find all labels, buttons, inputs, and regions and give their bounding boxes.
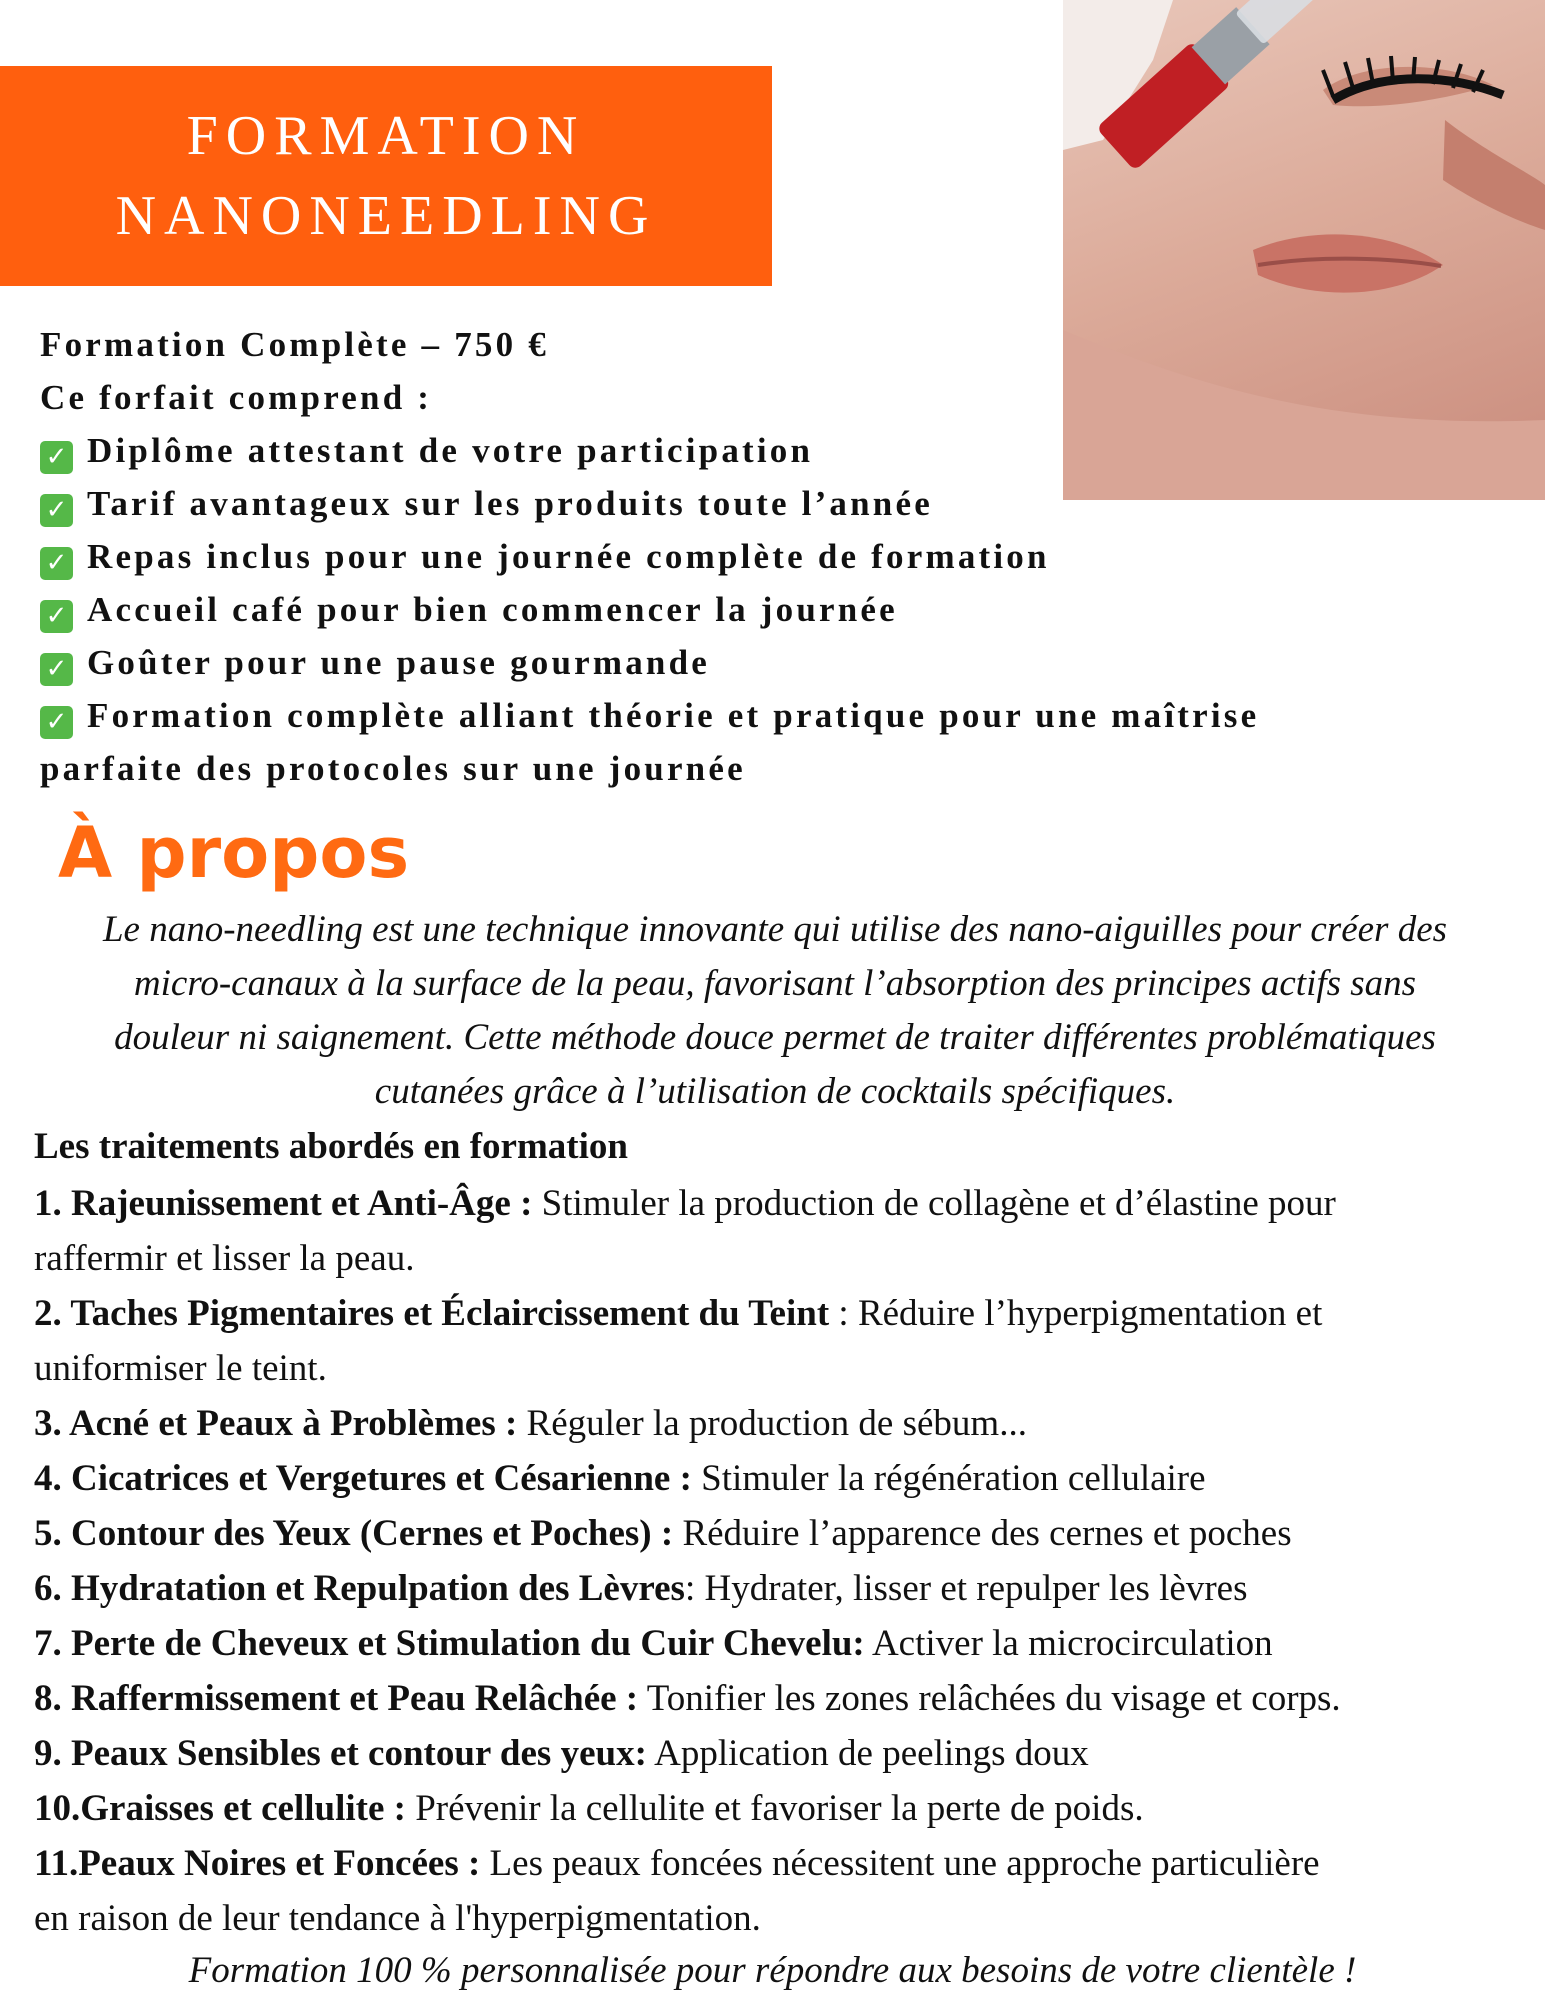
intro-line: douleur ni saignement. Cette méthode douce permet de traiter différentes problématiques (114, 1017, 1436, 1058)
title-line-1: FORMATION (186, 105, 586, 167)
treatment-label: 10.Graisses et cellulite : (34, 1788, 406, 1829)
treatment-item (34, 1561, 1524, 1616)
package-item: ✓ Goûter pour une pause gourmande (40, 636, 1500, 689)
check-box-icon: ✓ (40, 547, 73, 580)
package-item: ✓ Diplôme attestant de votre participation (40, 424, 1500, 477)
treatment-label: 9. Peaux Sensibles et contour des yeux: (34, 1733, 647, 1774)
check-box-icon: ✓ (40, 653, 73, 686)
intro-line: cutanées grâce à l’utilisation de cocktails spécifiques. (374, 1071, 1176, 1112)
treatment-label: 8. Raffermissement et Peau Relâchée : (34, 1678, 639, 1719)
check-box-icon: ✓ (40, 600, 73, 633)
title-banner (0, 66, 772, 286)
treatment-text: Application de peelings doux (646, 1733, 1089, 1774)
intro-line: Le nano-needling est une technique innovante qui utilise des nano-aiguilles pour créer des (102, 909, 1448, 950)
package-section (40, 318, 1500, 795)
treatment-item (34, 1396, 1524, 1451)
treatment-item (34, 1836, 1524, 1891)
about-heading: À propos (58, 812, 410, 894)
price-line: Formation Complète – 750 € (40, 325, 549, 364)
treatment-label: 1. Rajeunissement et Anti-Âge : (34, 1183, 533, 1224)
footer-note: Formation 100 % personnalisée pour répondre aux besoins de votre clientèle ! (188, 1950, 1357, 1991)
includes-label: Ce forfait comprend : (40, 378, 433, 417)
treatments-list (34, 1176, 1524, 1946)
treatment-label: 6. Hydratation et Repulpation des Lèvres (34, 1568, 685, 1609)
treatment-continuation: uniformiser le teint. (34, 1348, 327, 1389)
treatment-text: Réduire l’apparence des cernes et poches (673, 1513, 1292, 1554)
treatment-label: 2. Taches Pigmentaires et Éclaircissement du Teint (34, 1293, 830, 1334)
treatment-label: 11.Peaux Noires et Foncées : (34, 1843, 481, 1884)
check-box-icon: ✓ (40, 494, 73, 527)
treatment-item (34, 1726, 1524, 1781)
treatment-text: : Réduire l’hyperpigmentation et (829, 1293, 1323, 1334)
about-intro (30, 903, 1520, 1119)
treatment-text: Réguler la production de sébum... (517, 1403, 1027, 1444)
treatments-title: Les traitements abordés en formation (34, 1126, 628, 1167)
treatment-item (34, 1671, 1524, 1726)
treatment-item (34, 1286, 1524, 1341)
treatment-text: Stimuler la production de collagène et d’élastine pour (532, 1183, 1336, 1224)
treatment-text: Tonifier les zones relâchées du visage et corps. (638, 1678, 1341, 1719)
package-item: ✓ Formation complète alliant théorie et pratique pour une maîtrise (40, 689, 1500, 742)
treatment-item (34, 1616, 1524, 1671)
package-item: ✓ Tarif avantageux sur les produits toute l’année (40, 477, 1500, 530)
intro-line: micro-canaux à la surface de la peau, favorisant l’absorption des principes actifs sans (133, 963, 1417, 1004)
treatment-text: Prévenir la cellulite et favoriser la perte de poids. (405, 1788, 1144, 1829)
treatment-label: 3. Acné et Peaux à Problèmes : (34, 1403, 518, 1444)
treatment-item (34, 1451, 1524, 1506)
package-item-continuation: parfaite des protocoles sur une journée (40, 749, 746, 788)
treatment-label: 7. Perte de Cheveux et Stimulation du Cuir Chevelu: (34, 1623, 865, 1664)
title-line-2: NANONEEDLING (115, 185, 657, 247)
treatment-text: Les peaux foncées nécessitent une approche particulière (480, 1843, 1320, 1884)
treatment-text: : Hydrater, lisser et repulper les lèvres (684, 1568, 1248, 1609)
check-box-icon: ✓ (40, 706, 73, 739)
check-box-icon: ✓ (40, 441, 73, 474)
treatment-item (34, 1506, 1524, 1561)
treatment-text: Stimuler la régénération cellulaire (691, 1458, 1206, 1499)
package-item: ✓ Repas inclus pour une journée complète de formation (40, 530, 1500, 583)
treatment-continuation: raffermir et lisser la peau. (34, 1238, 415, 1279)
treatment-label: 4. Cicatrices et Vergetures et Césarienne : (34, 1458, 692, 1499)
treatment-text: Activer la microcirculation (864, 1623, 1273, 1664)
treatment-continuation: en raison de leur tendance à l'hyperpigmentation. (34, 1898, 761, 1939)
treatment-item (34, 1781, 1524, 1836)
package-item: ✓ Accueil café pour bien commencer la journée (40, 583, 1500, 636)
treatment-item (34, 1176, 1524, 1231)
treatment-label: 5. Contour des Yeux (Cernes et Poches) : (34, 1513, 674, 1554)
